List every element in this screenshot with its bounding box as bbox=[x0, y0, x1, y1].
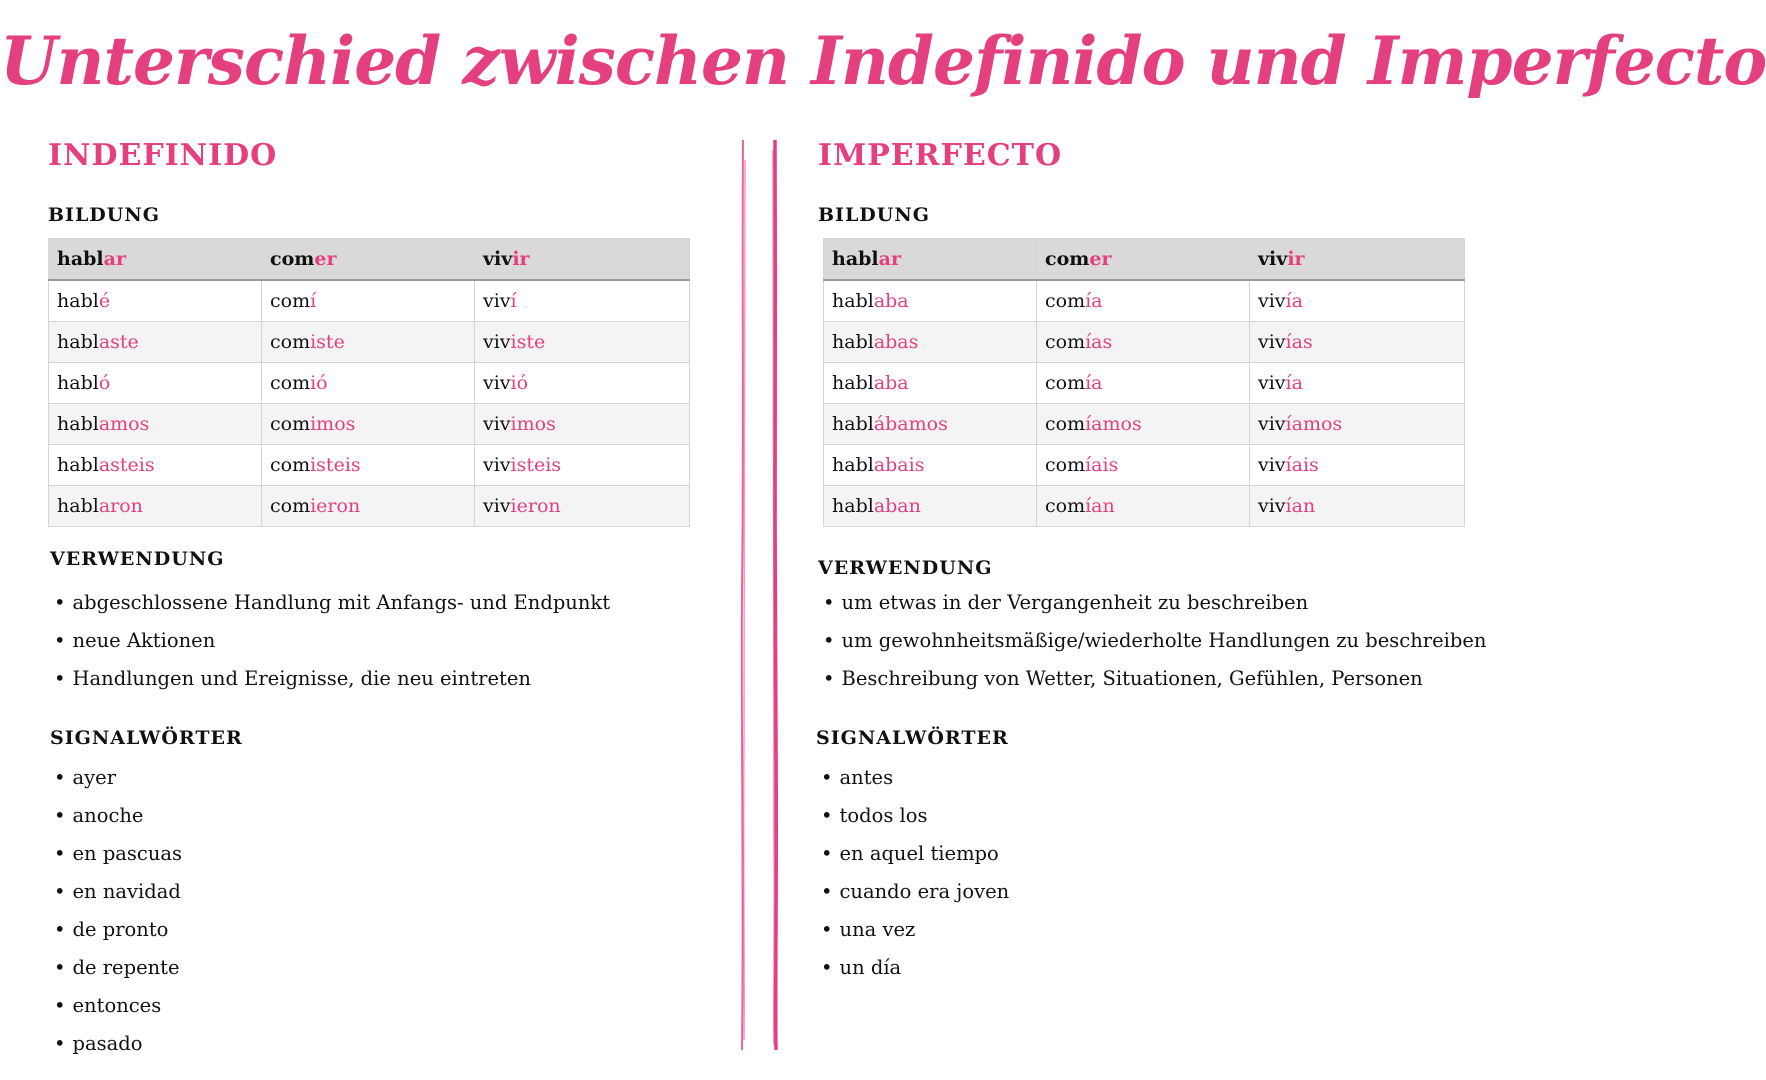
table-cell bbox=[262, 363, 475, 404]
table-cell bbox=[824, 486, 1037, 527]
verwendung-item: • Handlungen und Ereignisse, die neu eintreten bbox=[54, 660, 610, 698]
verb-ending: ir bbox=[1287, 248, 1305, 270]
table-cell bbox=[1037, 445, 1250, 486]
verb-stem: viv bbox=[1258, 372, 1286, 394]
table-row bbox=[49, 486, 690, 527]
table-cell bbox=[1250, 404, 1465, 445]
table-row bbox=[49, 404, 690, 445]
table-cell bbox=[1037, 363, 1250, 404]
indefinido-signal-list bbox=[54, 759, 182, 1063]
signalwort-item: • en aquel tiempo bbox=[821, 835, 1009, 873]
verb-ending: iste bbox=[310, 331, 345, 353]
verb-ending: ar bbox=[878, 248, 901, 270]
signalwort-item: • en pascuas bbox=[54, 835, 182, 873]
verb-ending: íais bbox=[1285, 454, 1319, 476]
signalwort-item: • entonces bbox=[54, 987, 182, 1025]
verb-ending: isteis bbox=[510, 454, 562, 476]
verwendung-item: • abgeschlossene Handlung mit Anfangs- und Endpunkt bbox=[54, 584, 610, 622]
signalwort-item: • anoche bbox=[54, 797, 182, 835]
verb-stem: viv bbox=[1258, 413, 1286, 435]
verb-stem: com bbox=[1045, 331, 1086, 353]
verb-ending: ir bbox=[512, 248, 530, 270]
signalwort-item: • ayer bbox=[54, 759, 182, 797]
table-header-row bbox=[49, 239, 690, 281]
table-cell bbox=[262, 322, 475, 363]
verb-ending: aba bbox=[873, 372, 909, 394]
table-cell bbox=[1037, 404, 1250, 445]
verb-stem: habl bbox=[57, 372, 99, 394]
verb-ending: asteis bbox=[98, 454, 155, 476]
verb-ending: ábamos bbox=[873, 413, 948, 435]
verb-stem: com bbox=[1045, 454, 1086, 476]
table-row bbox=[824, 322, 1465, 363]
table-cell bbox=[824, 404, 1037, 445]
verb-stem: habl bbox=[57, 248, 104, 270]
verb-stem: com bbox=[1045, 495, 1086, 517]
verb-stem: habl bbox=[57, 413, 99, 435]
verb-stem: viv bbox=[1258, 454, 1286, 476]
verb-stem: com bbox=[1045, 290, 1086, 312]
table-cell bbox=[49, 445, 262, 486]
table-row bbox=[824, 363, 1465, 404]
verb-stem: viv bbox=[483, 290, 511, 312]
signalwort-item: • pasado bbox=[54, 1025, 182, 1063]
verb-stem: habl bbox=[832, 290, 874, 312]
verb-ending: ía bbox=[1285, 290, 1303, 312]
table-header-cell bbox=[475, 239, 690, 281]
signalwort-item: • de repente bbox=[54, 949, 182, 987]
table-row bbox=[49, 280, 690, 322]
table-cell bbox=[1250, 486, 1465, 527]
table-cell bbox=[824, 280, 1037, 322]
table-cell bbox=[1250, 445, 1465, 486]
verb-ending: ías bbox=[1285, 331, 1313, 353]
verb-ending: ió bbox=[310, 372, 328, 394]
verwendung-item: • Beschreibung von Wetter, Situationen, Gefühlen, Personen bbox=[823, 660, 1486, 698]
verb-ending: er bbox=[314, 248, 337, 270]
imperfecto-bildung-label: BILDUNG bbox=[818, 204, 930, 226]
verb-stem: viv bbox=[483, 495, 511, 517]
verb-stem: com bbox=[270, 413, 311, 435]
imperfecto-signal-label: SIGNALWÖRTER bbox=[816, 727, 1009, 749]
table-cell bbox=[475, 486, 690, 527]
table-cell bbox=[262, 280, 475, 322]
indefinido-verwendung-list bbox=[54, 584, 610, 698]
verb-ending: aste bbox=[98, 331, 139, 353]
verb-stem: com bbox=[1045, 413, 1086, 435]
verb-stem: habl bbox=[832, 331, 874, 353]
table-cell bbox=[262, 404, 475, 445]
indefinido-bildung-label: BILDUNG bbox=[48, 204, 160, 226]
table-header-cell bbox=[262, 239, 475, 281]
table-row bbox=[49, 322, 690, 363]
verb-stem: viv bbox=[483, 372, 511, 394]
verb-ending: imos bbox=[310, 413, 356, 435]
verb-ending: aba bbox=[873, 290, 909, 312]
verb-stem: viv bbox=[483, 454, 511, 476]
table-cell bbox=[49, 486, 262, 527]
verb-ending: íamos bbox=[1085, 413, 1142, 435]
signalwort-item: • de pronto bbox=[54, 911, 182, 949]
verb-ending: iste bbox=[510, 331, 546, 353]
verb-ending: í bbox=[510, 290, 517, 312]
imperfecto-signal-list bbox=[821, 759, 1009, 987]
indefinido-verwendung-label: VERWENDUNG bbox=[50, 548, 225, 570]
verb-stem: com bbox=[1045, 248, 1090, 270]
verb-stem: viv bbox=[483, 413, 511, 435]
table-cell bbox=[1250, 280, 1465, 322]
verb-stem: viv bbox=[1258, 248, 1288, 270]
table-header-cell bbox=[1250, 239, 1465, 281]
verb-stem: com bbox=[270, 331, 311, 353]
table-row bbox=[49, 363, 690, 404]
page-title: Unterschied zwischen Indefinido und Imperfecto bbox=[0, 22, 1766, 100]
table-cell bbox=[475, 363, 690, 404]
table-cell bbox=[475, 322, 690, 363]
signalwort-item: • cuando era joven bbox=[821, 873, 1009, 911]
verb-stem: habl bbox=[832, 248, 879, 270]
verwendung-item: • um gewohnheitsmäßige/wiederholte Handlungen zu beschreiben bbox=[823, 622, 1486, 660]
verb-stem: com bbox=[270, 372, 311, 394]
table-cell bbox=[49, 404, 262, 445]
verb-ending: er bbox=[1089, 248, 1112, 270]
verb-stem: com bbox=[270, 495, 311, 517]
table-row bbox=[824, 404, 1465, 445]
verb-ending: abas bbox=[873, 331, 919, 353]
indefinido-heading: INDEFINIDO bbox=[48, 138, 278, 173]
verb-ending: amos bbox=[98, 413, 150, 435]
verb-ending: íais bbox=[1085, 454, 1119, 476]
indefinido-conjugation-table bbox=[48, 238, 690, 527]
table-cell bbox=[49, 280, 262, 322]
verb-ending: ió bbox=[510, 372, 529, 394]
verb-stem: habl bbox=[57, 331, 99, 353]
table-cell bbox=[475, 445, 690, 486]
verb-stem: viv bbox=[1258, 495, 1286, 517]
table-cell bbox=[262, 445, 475, 486]
signalwort-item: • todos los bbox=[821, 797, 1009, 835]
verb-ending: ar bbox=[103, 248, 126, 270]
table-cell bbox=[475, 404, 690, 445]
table-row bbox=[49, 445, 690, 486]
verb-ending: ían bbox=[1085, 495, 1115, 517]
signalwort-item: • un día bbox=[821, 949, 1009, 987]
table-cell bbox=[49, 322, 262, 363]
verb-ending: ó bbox=[98, 372, 111, 394]
table-row bbox=[824, 445, 1465, 486]
verb-ending: ieron bbox=[310, 495, 361, 517]
verwendung-item: • neue Aktionen bbox=[54, 622, 610, 660]
verb-stem: com bbox=[270, 290, 311, 312]
table-cell bbox=[1250, 322, 1465, 363]
verb-stem: habl bbox=[832, 495, 874, 517]
table-cell bbox=[824, 445, 1037, 486]
signalwort-item: • antes bbox=[821, 759, 1009, 797]
verwendung-item: • um etwas in der Vergangenheit zu beschreiben bbox=[823, 584, 1486, 622]
signalwort-item: • una vez bbox=[821, 911, 1009, 949]
verb-stem: habl bbox=[57, 454, 99, 476]
table-header-row bbox=[824, 239, 1465, 281]
verb-stem: habl bbox=[832, 372, 874, 394]
verb-stem: com bbox=[1045, 372, 1086, 394]
table-header-cell bbox=[49, 239, 262, 281]
verb-stem: viv bbox=[483, 248, 513, 270]
table-cell bbox=[1037, 486, 1250, 527]
verb-stem: viv bbox=[1258, 331, 1286, 353]
verb-ending: é bbox=[98, 290, 111, 312]
verb-ending: ía bbox=[1285, 372, 1303, 394]
table-cell bbox=[824, 322, 1037, 363]
table-cell bbox=[1250, 363, 1465, 404]
table-cell bbox=[1037, 322, 1250, 363]
verb-ending: abais bbox=[873, 454, 925, 476]
verb-ending: isteis bbox=[310, 454, 361, 476]
verb-ending: ían bbox=[1285, 495, 1316, 517]
verb-ending: aban bbox=[873, 495, 921, 517]
verb-stem: viv bbox=[1258, 290, 1286, 312]
column-divider bbox=[737, 140, 777, 1050]
table-cell bbox=[262, 486, 475, 527]
table-cell bbox=[49, 363, 262, 404]
table-header-cell bbox=[824, 239, 1037, 281]
verb-ending: ías bbox=[1085, 331, 1113, 353]
imperfecto-heading: IMPERFECTO bbox=[818, 138, 1063, 173]
signalwort-item: • en navidad bbox=[54, 873, 182, 911]
verb-ending: imos bbox=[510, 413, 556, 435]
verb-ending: ía bbox=[1085, 372, 1103, 394]
verb-ending: ía bbox=[1085, 290, 1103, 312]
verb-stem: com bbox=[270, 248, 315, 270]
verb-stem: habl bbox=[57, 495, 99, 517]
table-cell bbox=[1037, 280, 1250, 322]
table-header-cell bbox=[1037, 239, 1250, 281]
imperfecto-verwendung-label: VERWENDUNG bbox=[818, 557, 993, 579]
table-cell bbox=[475, 280, 690, 322]
verb-ending: íamos bbox=[1285, 413, 1343, 435]
table-cell bbox=[824, 363, 1037, 404]
table-row bbox=[824, 280, 1465, 322]
verb-stem: habl bbox=[832, 454, 874, 476]
verb-stem: viv bbox=[483, 331, 511, 353]
table-row bbox=[824, 486, 1465, 527]
verb-ending: aron bbox=[98, 495, 143, 517]
verb-ending: ieron bbox=[510, 495, 561, 517]
imperfecto-conjugation-table bbox=[823, 238, 1465, 527]
indefinido-signal-label: SIGNALWÖRTER bbox=[50, 727, 243, 749]
verb-stem: com bbox=[270, 454, 311, 476]
imperfecto-verwendung-list bbox=[823, 584, 1486, 698]
verb-ending: í bbox=[310, 290, 317, 312]
verb-stem: habl bbox=[57, 290, 99, 312]
verb-stem: habl bbox=[832, 413, 874, 435]
